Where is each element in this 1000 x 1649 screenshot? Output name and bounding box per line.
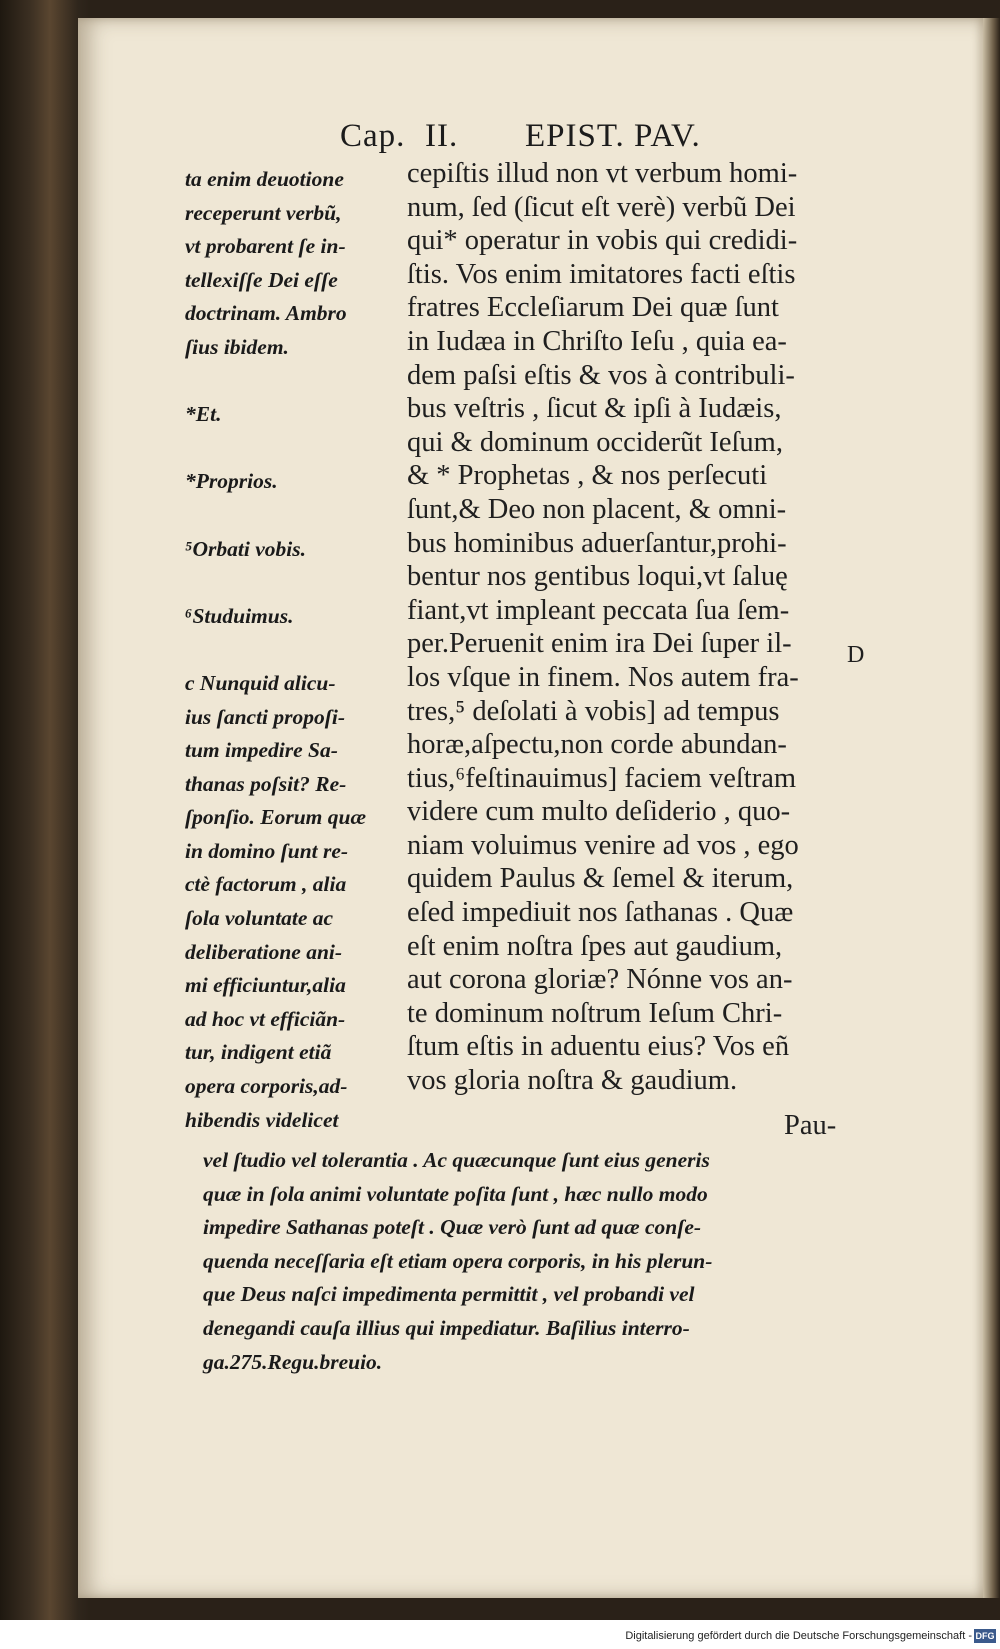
text-line: tres,⁵ deſolati à vobis] ad tempus <box>407 695 780 727</box>
text-line: ſtis. Vos enim imitatores facti eſtis <box>407 258 796 290</box>
header-chapter: II. <box>425 118 459 154</box>
text-line: num, ſed (ſicut eſt verè) verbũ Dei <box>407 191 796 223</box>
gloss-line: hibendis videlicet <box>185 1107 339 1132</box>
header-cap: Cap. <box>340 118 406 154</box>
gloss-line: vt probarent ſe in- <box>185 234 346 259</box>
text-line: aut corona gloriæ? Nónne vos an- <box>407 964 793 996</box>
gloss-line: mi efficiuntur,alia <box>185 973 346 998</box>
gloss-line: tellexiſſe Dei eſſe <box>185 267 338 292</box>
text-line: eſt enim noſtra ſpes aut gaudium, <box>407 930 783 962</box>
gloss-note: *Et. <box>185 402 222 427</box>
gloss-line: ga.275.Regu.breuio. <box>203 1349 383 1374</box>
text-line: videre cum multo deſiderio , quo- <box>407 796 791 828</box>
text-line: in Iudæa in Chriſto Ieſu , quia ea- <box>407 325 787 357</box>
gloss-line: doctrinam. Ambro <box>185 301 347 326</box>
text-line: eſed impediuit nos ſathanas . Quæ <box>407 897 794 929</box>
text-line: & * Prophetas , & nos perſecuti <box>407 460 768 492</box>
gloss-line: ctè factorum , alia <box>185 872 347 897</box>
gloss-note: *Proprios. <box>185 469 278 494</box>
gloss-line: c Nunquid alicu- <box>185 670 336 695</box>
gloss-line: ius ſancti propoſi- <box>185 704 346 729</box>
margin-letter-marker: D <box>847 642 865 668</box>
text-line: qui* operatur in vobis qui credidi- <box>407 225 798 257</box>
text-line: te dominum noſtrum Ieſum Chri- <box>407 997 783 1029</box>
gloss-line: tur, indigent etiã <box>185 1040 332 1065</box>
gloss-line: tum impedire Sa- <box>185 738 338 763</box>
gloss-line: impedire Sathanas poteſt . Quæ verò ſunt ad quæ conſe- <box>203 1215 702 1240</box>
text-line: los vſque in finem. Nos autem fra- <box>407 661 799 693</box>
gloss-line: quæ in ſola animi voluntate poſita ſunt , hæc nullo modo <box>203 1181 708 1206</box>
text-line: fiant,vt impleant peccata ſua ſem- <box>407 594 790 626</box>
text-line: niam voluimus venire ad vos , ego <box>407 829 799 861</box>
gloss-line: receperunt verbũ, <box>185 200 342 225</box>
text-line: fratres Eccleſiarum Dei quæ ſunt <box>407 292 779 324</box>
text-line: tius,⁶feſtinauimus] faciem veſtram <box>407 762 797 794</box>
text-line: bus hominibus aduerſantur,prohi- <box>407 527 787 559</box>
text-line: vos gloria noſtra & gaudium. <box>407 1065 738 1097</box>
dfg-logo: DFG <box>975 1631 995 1641</box>
gloss-line: ſius ibidem. <box>185 334 289 359</box>
gloss-line: ad hoc vt efficiãn- <box>185 1006 346 1031</box>
gloss-line: deliberatione ani- <box>185 939 343 964</box>
text-line: ſtum eſtis in aduentu eius? Vos eñ <box>407 1031 790 1063</box>
gloss-line: ſola voluntate ac <box>185 906 334 931</box>
header-title: EPIST. PAV. <box>525 118 701 154</box>
text-line: bentur nos gentibus loqui,vt ſaluę <box>407 561 788 593</box>
gloss-note: ⁵Orbati vobis. <box>185 536 306 561</box>
gloss-line: thanas poſsit? Re- <box>185 771 347 796</box>
bottom-gloss <box>203 1144 863 1379</box>
gloss-line: in domino ſunt re- <box>185 838 349 863</box>
text-line: cepiſtis illud non vt verbum homi- <box>407 158 798 189</box>
catchword: Pau- <box>784 1110 837 1141</box>
gloss-note: ⁶Studuimus. <box>185 603 294 628</box>
gloss-line: vel ſtudio vel tolerantia . Ac quæcunque ſunt eius generis <box>203 1148 710 1172</box>
marginal-gloss <box>185 163 405 1137</box>
page-edge <box>983 18 1000 1598</box>
main-text-block <box>407 157 847 1098</box>
gloss-line: que Deus naſci impedimenta permittit , vel probandi vel <box>203 1282 695 1307</box>
text-line: per.Peruenit enim ira Dei ſuper il- <box>407 628 792 660</box>
text-line: bus veſtris , ſicut & ipſi à Iudæis, <box>407 393 782 425</box>
running-header <box>340 118 790 158</box>
gloss-line: ſponſio. Eorum quæ <box>185 805 366 830</box>
text-line: dem paſsi eſtis & vos à contribuli- <box>407 359 795 391</box>
gloss-line: ta enim deuotione <box>185 167 344 191</box>
text-line: horæ,aſpectu,non corde abundan- <box>407 729 787 761</box>
text-line: ſunt,& Deo non placent, & omni- <box>407 493 787 525</box>
text-line: qui & dominum occiderũt Ieſum, <box>407 426 783 458</box>
gloss-line: quenda neceſſaria eſt etiam opera corporis, in his plerun- <box>203 1248 713 1273</box>
digitization-credit: Digitalisierung gefördert durch die Deutsche Forschungsgemeinschaft - <box>625 1630 972 1642</box>
gloss-line: denegandi cauſa illius qui impediatur. Baſilius interro- <box>203 1315 690 1340</box>
gloss-line: opera corporis,ad- <box>185 1074 348 1099</box>
text-line: quidem Paulus & ſemel & iterum, <box>407 863 794 895</box>
